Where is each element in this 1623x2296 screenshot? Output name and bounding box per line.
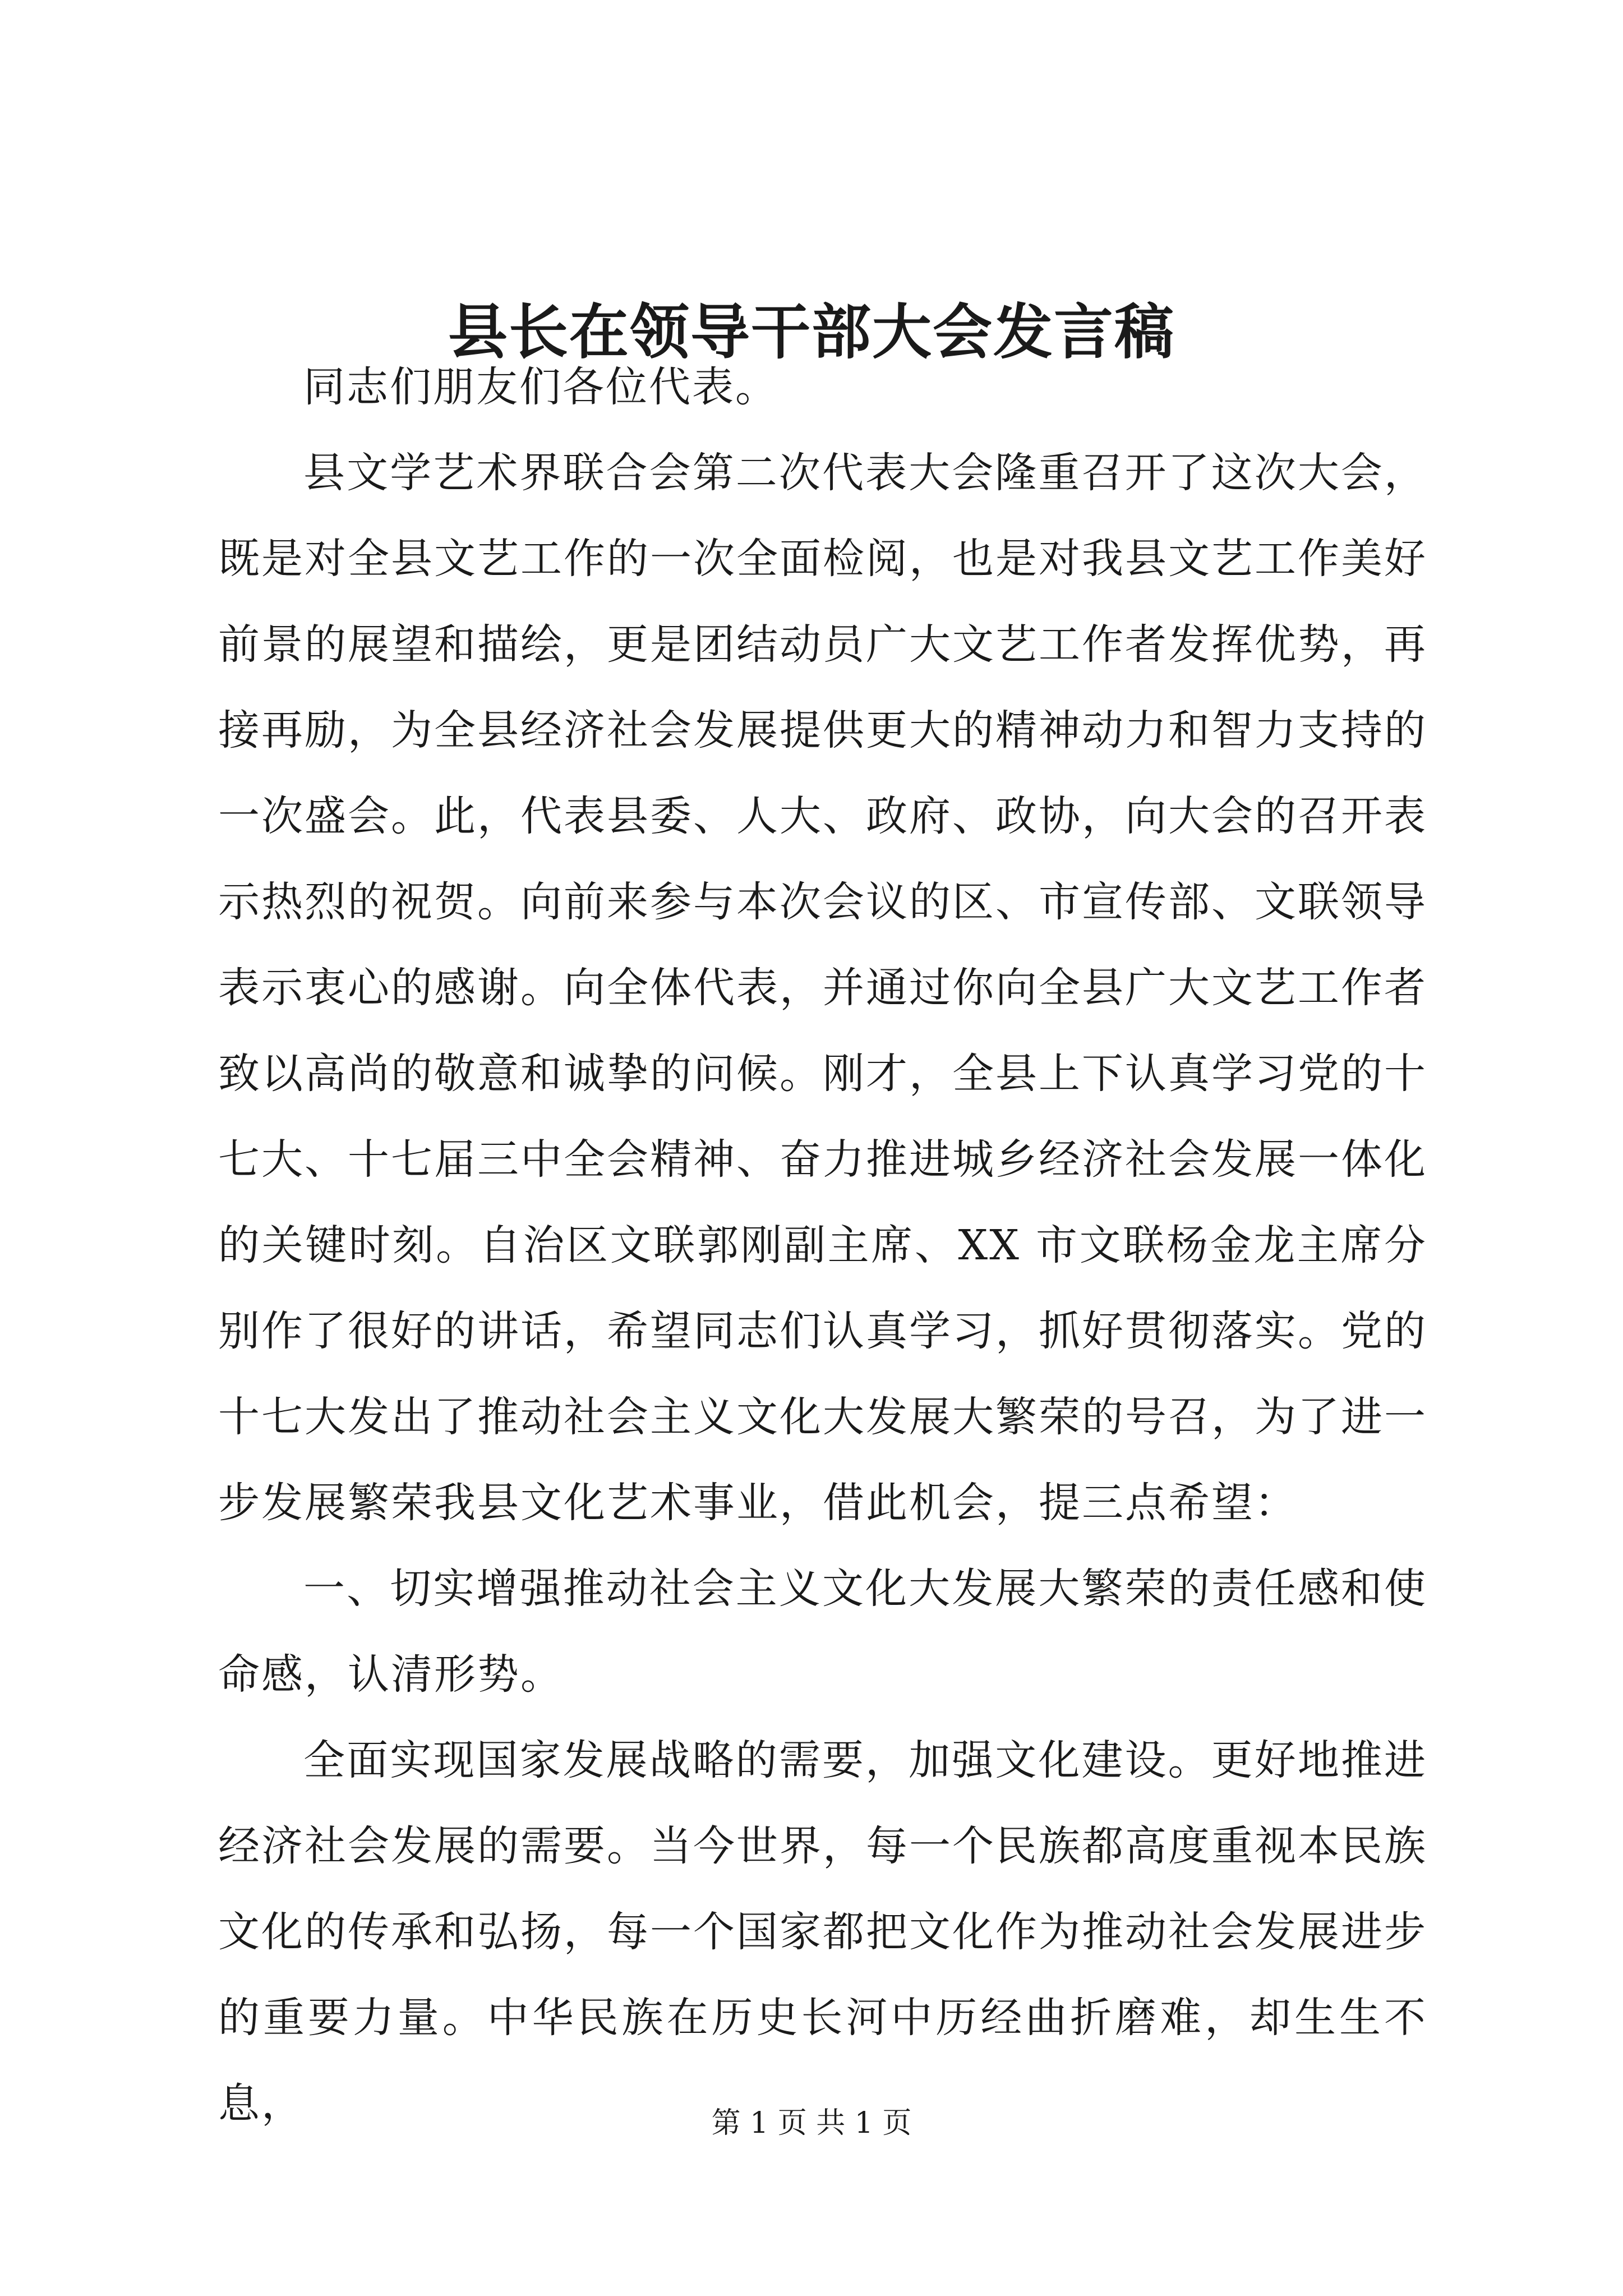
- paragraph-section-one-heading: 一、切实增强推动社会主义文化大发展大繁荣的责任感和使命感，认清形势。: [218, 1565, 1427, 1699]
- page-footer: 第 1 页 共 1 页: [711, 2106, 912, 2140]
- paragraph-greeting: 同志们朋友们各位代表。: [303, 363, 778, 411]
- paragraph-opening: 县文学艺术界联合会第二次代表大会隆重召开了这次大会，既是对全县文艺工作的一次全面检阅，也是对我县文艺工作美好前景的展望和描绘，更是团结动员广大文艺工作者发挥优势，再接再励，为全县经济社会发展提供更大的精神动力和智力支持的一次盛会。此，代表县委、人大、政府、政协，向大会的召开表示热烈的祝贺。向前来参与本次会议的区、市宣传部、文联领导表示衷心的感谢。向全体代表，并通过你向全县广大文艺工作者致以高尚的敬意和诚挚的问候。刚才，全县上下认真学习党的十七大、十七届三中全会精神、奋力推进城乡经济社会发展一体化的关键时刻。自治区文联郭刚副主席、XX 市文联杨金龙主席分别作了很好的讲话，希望同志们认真学习，抓好贯彻落实。党的十七大发出了推动社会主义文化大发展大繁荣的号召，为了进一步发展繁荣我县文化艺术事业，借此机会，提三点希望：: [218, 449, 1427, 1527]
- paragraph-section-one-body: 全面实现国家发展战略的需要，加强文化建设。更好地推进经济社会发展的需要。当今世界，每一个民族都高度重视本民族文化的传承和弘扬，每一个国家都把文化作为推动社会发展进步的重要力量。中华民族在历史长河中历经曲折磨难，却生生不息，: [218, 1736, 1427, 2128]
- document-title: 县长在领导干部大会发言稿: [448, 297, 1175, 367]
- document-body: [218, 344, 1427, 2147]
